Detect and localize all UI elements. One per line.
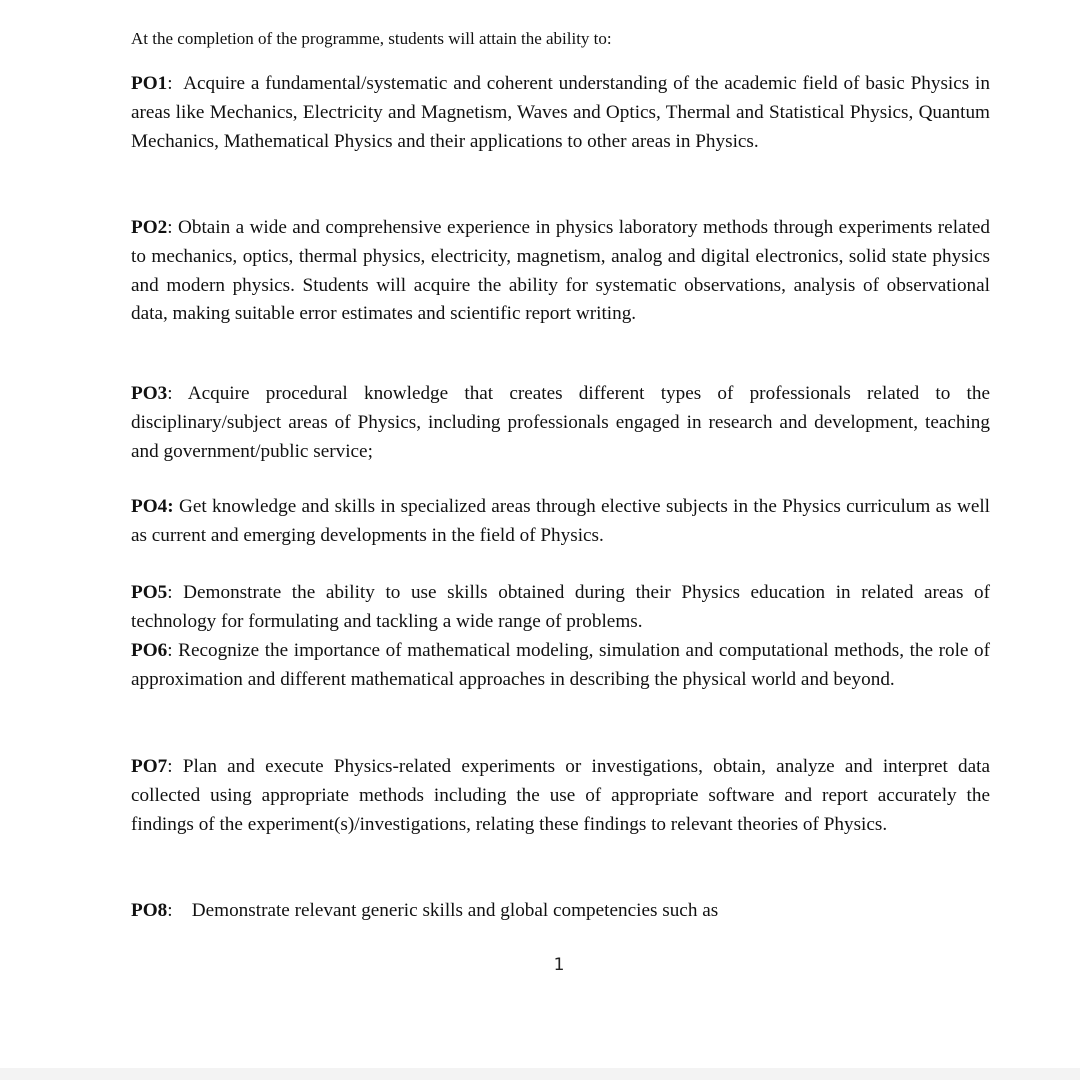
outcome-code: PO1	[131, 73, 168, 94]
separator: :	[167, 383, 188, 404]
separator: :	[167, 217, 178, 238]
intro-text: At the completion of the programme, students will attain the ability to:	[131, 29, 612, 48]
outcome-text: Get knowledge and skills in specialized areas through elective subjects in the Physics curriculum as well as current and emerging developments in the field of Physics.	[131, 496, 991, 546]
outcome-po8	[131, 897, 990, 926]
outcome-text: Acquire a fundamental/systematic and coherent understanding of the academic field of basic Physics in areas like Mechanics, Electricity and Magnetism, Waves and Optics, Thermal and Statistical Physics, Quantum Mechanics, Mathematical Physics and their applications to other areas in Physics.	[131, 73, 990, 152]
outcome-text: Obtain a wide and comprehensive experience in physics laboratory methods through experiments related to mechanics, optics, thermal physics, electricity, magnetism, analog and digital electronics, solid state physics and modern physics. Students will acquire the ability for systematic observations, analysis of observational data, making suitable error estimates and scientific report writing.	[131, 217, 990, 325]
outcome-po5	[131, 579, 990, 637]
outcome-code: PO3	[131, 383, 168, 404]
outcome-po7	[131, 753, 990, 839]
outcome-text: Recognize the importance of mathematical modeling, simulation and computational methods, the role of approximation and different mathematical approaches in describing the physical world and beyond.	[131, 640, 990, 690]
separator: :	[167, 756, 183, 777]
outcome-text: Acquire procedural knowledge that creates different types of professionals related to the disciplinary/subject areas of Physics, including professionals engaged in research and development, teaching and government/public service;	[131, 383, 990, 462]
outcome-po1	[131, 70, 990, 156]
outcome-code: PO6	[131, 640, 168, 661]
outcome-po2	[131, 214, 990, 329]
separator: :	[167, 900, 192, 921]
outcome-code: PO8	[131, 900, 168, 921]
separator: :	[167, 73, 184, 94]
outcome-po3	[131, 380, 990, 466]
separator: :	[167, 582, 184, 603]
outcome-code: PO5	[131, 582, 168, 603]
outcome-code: PO2	[131, 217, 168, 238]
outcome-po4	[131, 493, 990, 551]
outcome-text: Demonstrate relevant generic skills and global competencies such as	[191, 900, 719, 921]
outcome-po6	[131, 637, 990, 695]
outcome-text: Plan and execute Physics-related experiments or investigations, obtain, analyze and interpret data collected using appropriate methods including the use of appropriate software and report accurately the findings of the experiment(s)/investigations, relating these findings to relevant theories of Physics.	[131, 756, 990, 835]
outcome-text: Demonstrate the ability to use skills obtained during their Physics education in related areas of technology for formulating and tackling a wide range of problems.	[131, 582, 990, 632]
separator: :	[167, 640, 179, 661]
outcome-code: PO7	[131, 756, 168, 777]
outcome-code: PO4:	[131, 496, 174, 517]
page-number: 1	[553, 955, 565, 975]
